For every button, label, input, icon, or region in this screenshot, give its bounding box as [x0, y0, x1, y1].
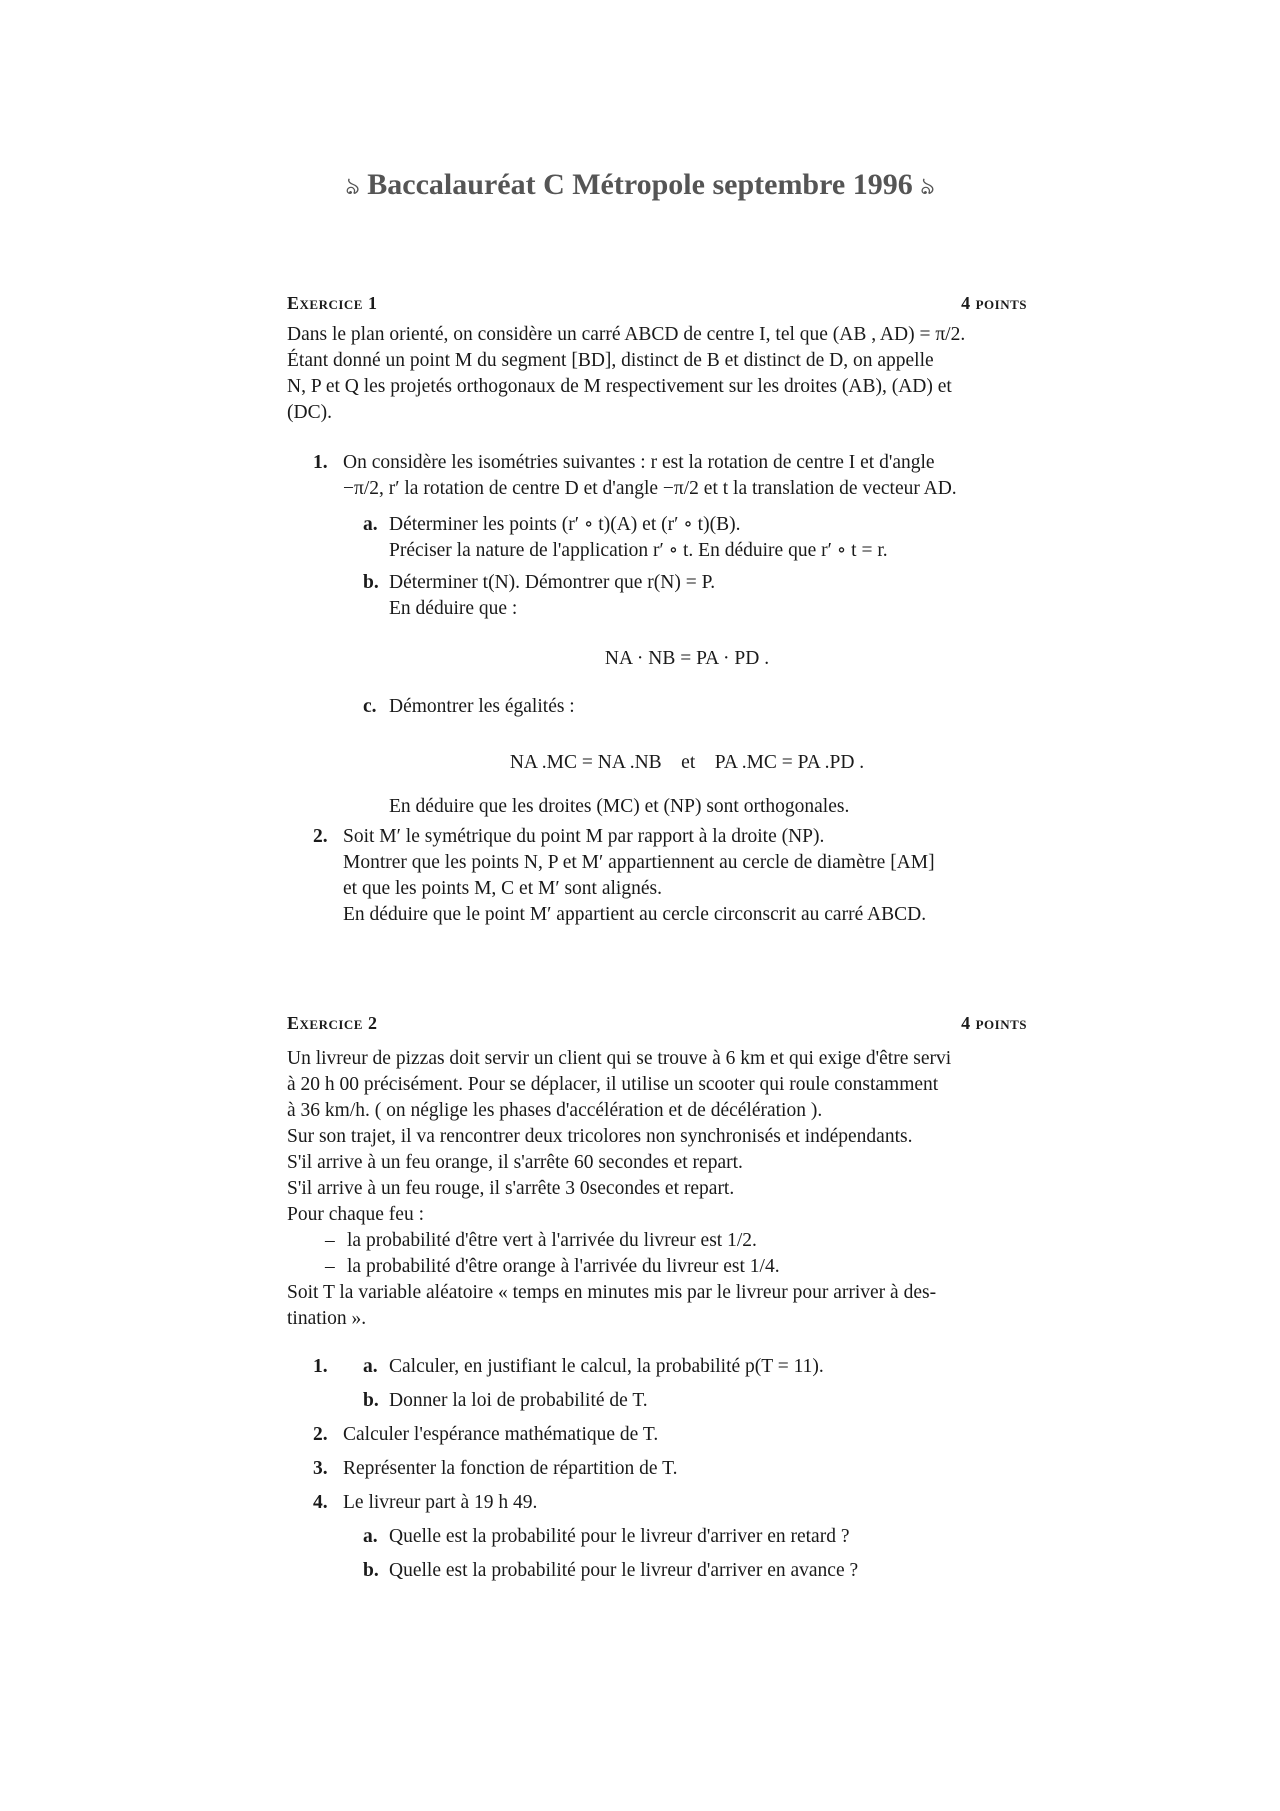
exercise-1-header [287, 290, 1027, 316]
question-letter: b. [363, 1560, 379, 1581]
question-line: Représenter la fonction de répartition de T. [343, 1458, 678, 1479]
question-line: Soit M′ le symétrique du point M par rapport à la droite (NP). [343, 826, 825, 847]
exercise-2-header [287, 1010, 1027, 1036]
intro-line: Soit T la variable aléatoire « temps en minutes mis par le livreur pour arriver à des- [287, 1282, 937, 1303]
question-letter: a. [363, 1526, 378, 1547]
title-text: Baccalauréat C Métropole septembre 1996 [367, 168, 913, 201]
question-number: 4. [313, 1492, 328, 1513]
question-1a [287, 1354, 1027, 1380]
question-line: −π/2, r′ la rotation de centre D et d'angle −π/2 et t la translation de vecteur AD. [343, 478, 957, 499]
intro-line: (DC). [287, 402, 332, 423]
question-line: En déduire que les droites (MC) et (NP) sont orthogonales. [389, 796, 850, 817]
exercise-2-heading: Exercice 2 [287, 1013, 378, 1033]
exercise-1-points: 4 points [961, 293, 1027, 313]
intro-line: Sur son trajet, il va rencontrer deux tricolores non synchronisés et indépendants. [287, 1126, 913, 1147]
question-line: On considère les isométries suivantes : r est la rotation de centre I et d'angle [343, 452, 935, 473]
intro-line: à 36 km/h. ( on néglige les phases d'accélération et de décélération ). [287, 1100, 823, 1121]
intro-line: Un livreur de pizzas doit servir un client qui se trouve à 6 km et qui exige d'être servi [287, 1048, 952, 1069]
question-4a [287, 1524, 1027, 1550]
question-1b [287, 1388, 1027, 1414]
question-letter: a. [363, 1356, 378, 1377]
question-number: 1. [313, 452, 328, 473]
question-1c [287, 694, 1027, 720]
question-line: Le livreur part à 19 h 49. [343, 1492, 538, 1513]
intro-line: tination ». [287, 1308, 367, 1329]
equation-vector-product: NA · NB = PA · PD . [604, 648, 770, 669]
intro-line: N, P et Q les projetés orthogonaux de M respectivement sur les droites (AB), (AD) et [287, 376, 952, 397]
question-number: 3. [313, 1458, 328, 1479]
question-line: Calculer l'espérance mathématique de T. [343, 1424, 659, 1445]
question-letter: b. [363, 572, 379, 593]
question-letter: c. [363, 696, 377, 717]
intro-line: Étant donné un point M du segment [BD], distinct de B et distinct de D, on appelle [287, 350, 934, 371]
question-line: Donner la loi de probabilité de T. [389, 1390, 648, 1411]
equation-equalities: NA .MC = NA .NB et PA .MC = PA .PD . [509, 752, 865, 773]
question-line: En déduire que le point M′ appartient au cercle circonscrit au carré ABCD. [343, 904, 927, 925]
question-line: et que les points M, C et M′ sont alignés. [343, 878, 662, 899]
question-line: En déduire que : [389, 598, 518, 619]
exercise-2 [287, 1010, 1027, 1584]
exercise-1-intro [287, 322, 1027, 426]
question-line: Quelle est la probabilité pour le livreur d'arriver en avance ? [389, 1560, 859, 1581]
question-line: Déterminer les points (r′ ∘ t)(A) et (r′ ∘ t)(B). [389, 514, 741, 535]
question-number: 1. [313, 1356, 328, 1377]
question-line: Montrer que les points N, P et M′ appartiennent au cercle de diamètre [AM] [343, 852, 935, 873]
exercise-2-points: 4 points [961, 1013, 1027, 1033]
intro-line: S'il arrive à un feu orange, il s'arrête 60 secondes et repart. [287, 1152, 743, 1173]
question-1b [287, 570, 1027, 622]
question-2 [287, 824, 1027, 928]
question-line: Déterminer t(N). Démontrer que r(N) = P. [389, 572, 716, 593]
question-1c-conclusion [287, 794, 1027, 820]
right-ornament-icon: ঌ [920, 174, 935, 200]
exercise-1-heading: Exercice 1 [287, 293, 378, 313]
question-line: Calculer, en justifiant le calcul, la probabilité p(T = 11). [389, 1356, 824, 1377]
left-ornament-icon: ঌ [345, 174, 360, 200]
question-letter: b. [363, 1390, 379, 1411]
question-line: Quelle est la probabilité pour le livreur d'arriver en retard ? [389, 1526, 850, 1547]
question-number: 2. [313, 1424, 328, 1445]
question-4b [287, 1558, 1027, 1584]
exercise-1 [287, 290, 1027, 928]
exercise-2-intro [287, 1046, 1027, 1332]
question-1 [287, 450, 1027, 502]
intro-line: Pour chaque feu : [287, 1204, 424, 1225]
question-line: Préciser la nature de l'application r′ ∘ t. En déduire que r′ ∘ t = r. [389, 540, 888, 561]
intro-line: S'il arrive à un feu rouge, il s'arrête 3 0secondes et repart. [287, 1178, 735, 1199]
question-3 [287, 1456, 1027, 1482]
question-letter: a. [363, 514, 378, 535]
question-4 [287, 1490, 1027, 1516]
bullet-item: – la probabilité d'être vert à l'arrivée du livreur est 1/2. [287, 1228, 1027, 1254]
question-2 [287, 1422, 1027, 1448]
document-title [0, 168, 1280, 208]
question-1a [287, 512, 1027, 564]
question-number: 2. [313, 826, 328, 847]
bullet-item: – la probabilité d'être orange à l'arrivée du livreur est 1/4. [287, 1254, 1027, 1280]
intro-line: à 20 h 00 précisément. Pour se déplacer, il utilise un scooter qui roule constamment [287, 1074, 939, 1095]
intro-line: Dans le plan orienté, on considère un carré ABCD de centre I, tel que (AB , AD) = π/2. [287, 324, 966, 345]
question-line: Démontrer les égalités : [389, 696, 575, 717]
